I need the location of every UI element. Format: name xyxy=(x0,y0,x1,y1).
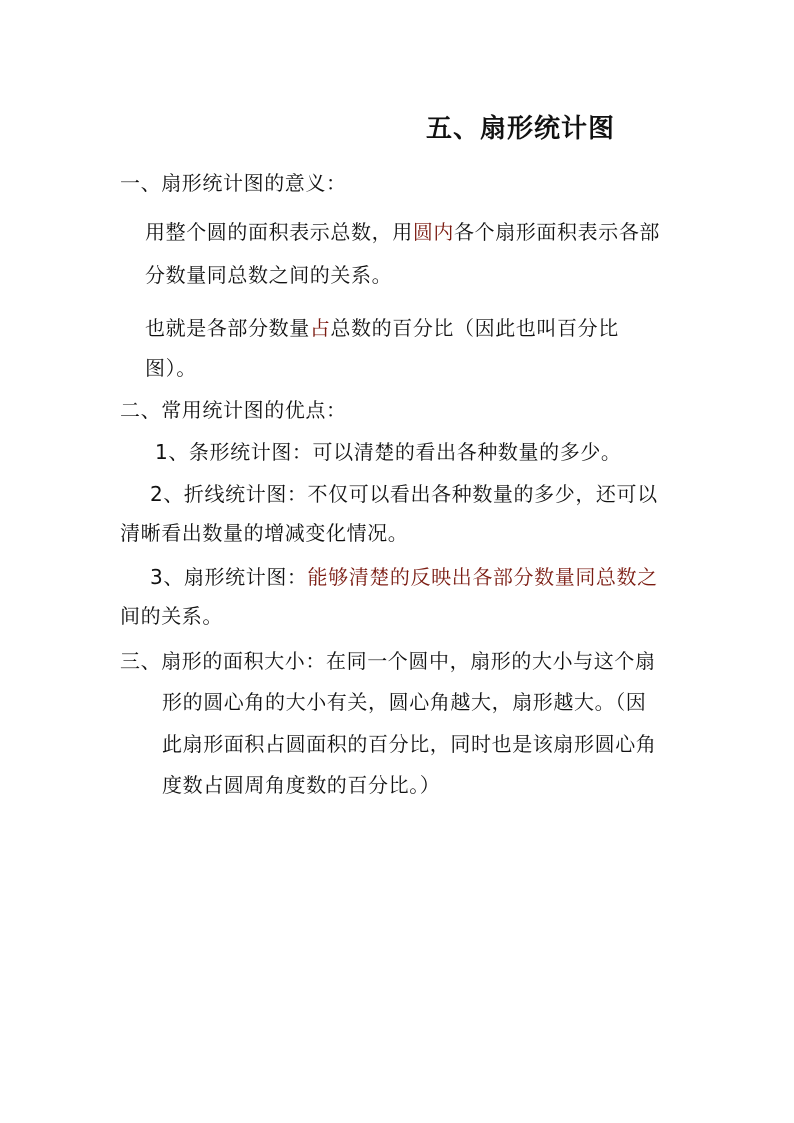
section2-heading: 二、常用统计图的优点： xyxy=(120,398,347,422)
section2-item3-line1-a: 3、扇形统计图： xyxy=(150,565,308,589)
section1-para2-line1 xyxy=(145,315,619,341)
section1-para2-line1-c: 总数的百分比（因此也叫百分比 xyxy=(330,316,619,340)
section2-item2-line2: 清晰看出数量的增减变化情况。 xyxy=(120,521,409,545)
section1-para1-line1-a: 用整个圆的面积表示总数，用 xyxy=(145,220,413,244)
section3-line2: 形的圆心角的大小有关，圆心角越大，扇形越大。（因 xyxy=(162,690,647,714)
section1-para1-line1-b: 圆内 xyxy=(412,220,455,244)
section2-item3-line2: 间的关系。 xyxy=(120,604,223,628)
section1-para1-line2: 分数量同总数之间的关系。 xyxy=(145,263,393,287)
page-title: 五、扇形统计图 xyxy=(426,114,616,144)
section1-para1-line1-c: 各个扇形面积表示各部 xyxy=(454,220,661,244)
section1-para2-line1-a: 也就是各部分数量 xyxy=(145,316,310,340)
section1-para2-line1-b: 占 xyxy=(309,316,331,340)
section3-heading-line1: 三、扇形的面积大小：在同一个圆中，扇形的大小与这个扇 xyxy=(120,649,656,673)
section2-item1: 1、条形统计图：可以清楚的看出各种数量的多少。 xyxy=(155,440,622,464)
section2-item3-line1 xyxy=(150,564,658,590)
section1-heading: 一、扇形统计图的意义： xyxy=(120,171,347,195)
section3-line3: 此扇形面积占圆面积的百分比，同时也是该扇形圆心角 xyxy=(162,732,657,756)
section1-para1-line1 xyxy=(145,219,660,245)
section3-line4: 度数占圆周角度数的百分比。） xyxy=(162,773,441,797)
section1-para2-line2: 图）。 xyxy=(145,356,197,380)
section2-item2-line1: 2、折线统计图：不仅可以看出各种数量的多少，还可以 xyxy=(150,482,658,506)
section2-item3-line1-b: 能够清楚的反映出各部分数量同总数之 xyxy=(307,565,658,589)
